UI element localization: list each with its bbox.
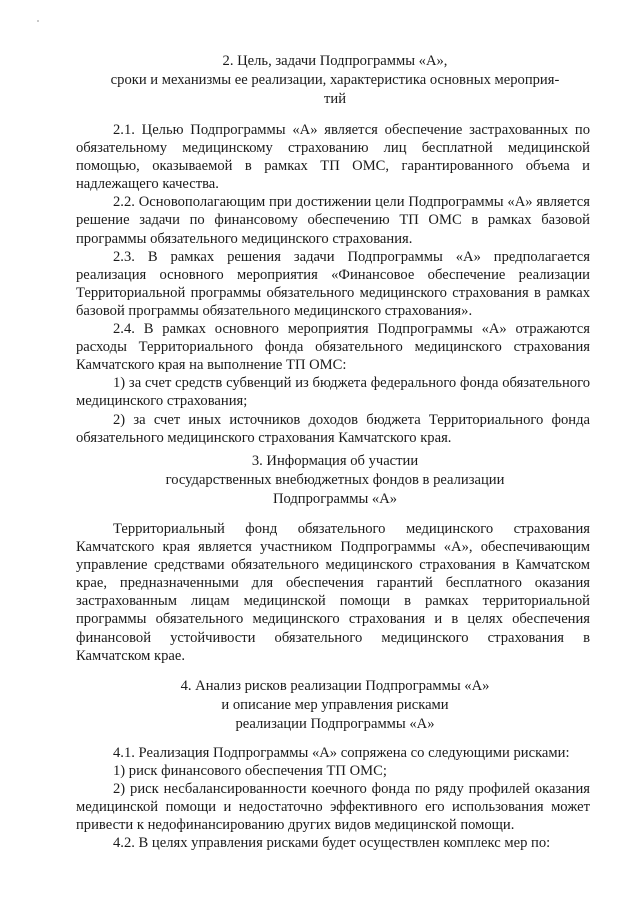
paragraph-4-2: 4.2. В целях управления рисками будет осуществлен комплекс мер по: [113, 835, 551, 852]
heading-line: тий [324, 91, 346, 107]
paragraph-2-3: 2.3. В рамках решения задачи Подпрограммы «А» предполагается реализация основного мероприятия «Финансовое обеспечение реализации Территориальной программы обязательного медицинского страхования в рамках базовой программы обязательного медицинского страхования». [76, 248, 590, 319]
list-item-2-4-2: 2) за счет иных источников доходов бюджета Территориального фонда обязательного медицинского страхования Камчатского края. [76, 411, 590, 446]
heading-line: 3. Информация об участии [251, 453, 419, 469]
paragraph-2-1: 2.1. Целью Подпрограммы «А» является обеспечение застрахованных по обязательному медицинскому страхованию лиц бесплатной медицинской помощью, оказываемой в рамках ТП ОМС, гарантированного объема и надлежащего качества. [76, 122, 590, 193]
scan-speck [37, 20, 39, 22]
section-3-body [76, 520, 590, 665]
paragraph-3-1: Территориальный фонд обязательного медицинского страхования Камчатского края является участником Подпрограммы «А», обеспечивающим управление средствами обязательного медицинского страхования в Камчатском крае, предназначенными для обеспечения гарантий бесплатного оказания застрахованным лицам медицинской помощи в рамках территориальной программы обязательного медицинского страхования и в целях обеспечения финансовой устойчивости обязательного медицинского страхования в Камчатском крае. [76, 521, 590, 664]
section-3-heading [70, 452, 600, 509]
paragraph-4-1: 4.1. Реализация Подпрограммы «А» сопряжена со следующими рисками: [113, 745, 570, 761]
heading-line: и описание мер управления рисками [221, 697, 449, 713]
paragraph-2-2: 2.2. Основополагающим при достижении цели Подпрограммы «А» является решение задачи по финансовому обеспечению ТП ОМС в рамках базовой программы обязательного медицинского страхования. [76, 194, 590, 247]
list-item-4-1-2: 2) риск несбалансированности коечного фонда по ряду профилей оказания медицинской помощи и недостаточно эффективного его использования может привести к недофинансированию других видов медицинской помощи. [76, 781, 590, 834]
heading-line: 4. Анализ рисков реализации Подпрограммы «А» [180, 678, 490, 694]
heading-line: Подпрограммы «А» [272, 491, 398, 507]
section-4-body [76, 744, 590, 853]
section-4-heading [70, 677, 600, 734]
heading-line: сроки и механизмы ее реализации, характеристика основных мероприя- [110, 72, 560, 88]
paragraph-2-4: 2.4. В рамках основного мероприятия Подпрограммы «А» отражаются расходы Территориального фонда обязательного медицинского страхования Камчатского края на выполнение ТП ОМС: [76, 321, 590, 374]
section-2-heading [70, 52, 600, 109]
heading-line: государственных внебюджетных фондов в реализации [165, 472, 505, 488]
heading-line: 2. Цель, задачи Подпрограммы «А», [222, 53, 448, 69]
list-item-4-1-1: 1) риск финансового обеспечения ТП ОМС; [113, 763, 387, 780]
section-2-body [76, 121, 590, 447]
list-item-2-4-1: 1) за счет средств субвенций из бюджета федерального фонда обязательного медицинского страхования; [76, 375, 590, 410]
heading-line: реализации Подпрограммы «А» [235, 716, 435, 732]
